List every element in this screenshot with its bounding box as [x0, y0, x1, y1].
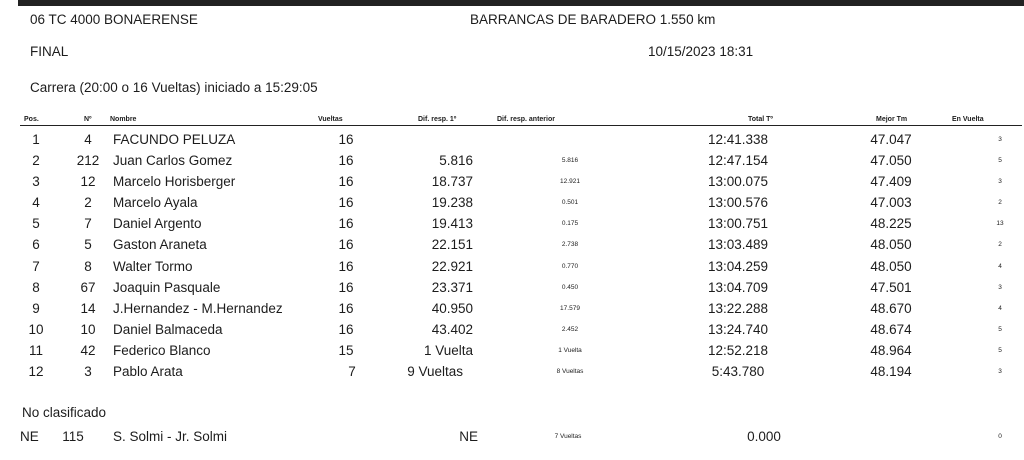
cell-total: 13:00.075 — [707, 174, 769, 189]
cell-gap-prev: 2.452 — [561, 326, 579, 333]
cell-gap-prev: 17.579 — [560, 305, 580, 312]
cell-best: 48.050 — [870, 259, 912, 274]
cell-gap-first: 43.402 — [431, 322, 473, 337]
cell-gap-first: 19.238 — [431, 195, 473, 210]
cell-laps: 16 — [338, 216, 354, 231]
cell-laps: 16 — [338, 301, 354, 316]
col-header-pos: Pos. — [24, 116, 39, 123]
cell-gap-prev: 0.175 — [561, 220, 579, 227]
cell-gap-first: 5.816 — [439, 153, 473, 168]
top-rule — [18, 0, 1024, 6]
cell-pos: 2 — [32, 153, 40, 168]
col-header-gap-first: Dif. resp. 1º — [418, 116, 457, 123]
cell-num: 3 — [84, 364, 92, 379]
cell-name: Federico Blanco — [113, 343, 211, 358]
cell-name: Daniel Balmaceda — [113, 322, 223, 337]
table-row — [0, 193, 1024, 213]
cell-gap-first: 23.371 — [431, 280, 473, 295]
cell-name: FACUNDO PELUZA — [113, 132, 236, 147]
cell-num: 5 — [84, 237, 92, 252]
cell-pos: 12 — [28, 364, 44, 379]
cell-gap-prev: 1 Vuelta — [558, 347, 582, 354]
table-row — [0, 427, 1024, 447]
cell-pos: 8 — [32, 280, 40, 295]
cell-gap-prev: 12.921 — [560, 178, 580, 185]
cell-best: 48.670 — [870, 301, 912, 316]
table-row — [0, 151, 1024, 171]
col-header-laps: Vueltas — [318, 116, 343, 123]
cell-gap-first: 22.921 — [431, 259, 473, 274]
cell-pos: 7 — [32, 259, 40, 274]
cell-name: Juan Carlos Gomez — [113, 153, 233, 168]
cell-on-lap: 0 — [998, 433, 1002, 440]
cell-gap-first: 1 Vuelta — [423, 343, 473, 358]
cell-name: J.Hernandez - M.Hernandez — [113, 301, 283, 316]
cell-num: 4 — [84, 132, 92, 147]
cell-on-lap: 3 — [998, 284, 1002, 291]
cell-best: 47.501 — [870, 280, 912, 295]
cell-laps: 15 — [338, 343, 354, 358]
cell-total: 12:52.218 — [707, 343, 769, 358]
cell-name: Marcelo Ayala — [113, 195, 198, 210]
circuit-name: BARRANCAS DE BARADERO 1.550 km — [470, 12, 716, 27]
cell-on-lap: 2 — [998, 241, 1002, 248]
cell-name: Gaston Araneta — [113, 237, 207, 252]
cell-gap-prev: 0.450 — [561, 284, 579, 291]
cell-name: Pablo Arata — [113, 364, 183, 379]
cell-total: 13:04.259 — [707, 259, 769, 274]
cell-num: 115 — [62, 429, 84, 444]
cell-gap-first: 22.151 — [431, 237, 473, 252]
cell-on-lap: 3 — [998, 136, 1002, 143]
cell-name: Daniel Argento — [113, 216, 202, 231]
cell-laps: 16 — [338, 280, 354, 295]
table-row — [0, 341, 1024, 361]
table-row — [0, 235, 1024, 255]
event-title: 06 TC 4000 BONAERENSE — [30, 12, 198, 27]
cell-name: S. Solmi - Jr. Solmi — [113, 429, 228, 444]
cell-total: 5:43.780 — [711, 364, 765, 379]
col-header-total: Total Tº — [748, 116, 773, 123]
session-name: FINAL — [30, 44, 69, 59]
cell-gap-first: 18.737 — [431, 174, 473, 189]
cell-best: 48.674 — [870, 322, 912, 337]
cell-gap-prev: 0.501 — [561, 199, 579, 206]
cell-pos: NE — [20, 429, 39, 444]
cell-gap-first: NE — [459, 429, 478, 444]
cell-num: 12 — [80, 174, 96, 189]
race-info: Carrera (20:00 o 16 Vueltas) iniciado a 15:29:05 — [30, 80, 318, 95]
cell-pos: 4 — [32, 195, 40, 210]
cell-num: 42 — [80, 343, 96, 358]
cell-laps: 7 — [348, 364, 356, 379]
cell-best: 48.050 — [870, 237, 912, 252]
cell-best: 48.964 — [870, 343, 912, 358]
cell-on-lap: 2 — [998, 199, 1002, 206]
cell-num: 212 — [76, 153, 100, 168]
table-row — [0, 257, 1024, 277]
cell-num: 10 — [80, 322, 96, 337]
cell-total: 13:04.709 — [707, 280, 769, 295]
cell-gap-first: 9 Vueltas — [407, 364, 463, 379]
cell-total: 13:00.576 — [707, 195, 769, 210]
cell-name: Joaquin Pasquale — [113, 280, 221, 295]
cell-num: 7 — [84, 216, 92, 231]
cell-total: 13:00.751 — [707, 216, 769, 231]
header-divider — [20, 125, 1022, 126]
cell-on-lap: 3 — [998, 178, 1002, 185]
cell-pos: 11 — [28, 343, 44, 358]
table-row — [0, 172, 1024, 192]
cell-gap-first: 40.950 — [431, 301, 473, 316]
col-header-gap-prev: Dif. resp. anterior — [497, 116, 555, 123]
cell-gap-first: 19.413 — [431, 216, 473, 231]
cell-pos: 6 — [32, 237, 40, 252]
cell-num: 14 — [80, 301, 96, 316]
report-datetime: 10/15/2023 18:31 — [648, 44, 754, 59]
cell-total: 12:41.338 — [707, 132, 769, 147]
table-row — [0, 130, 1024, 150]
cell-total: 12:47.154 — [707, 153, 769, 168]
col-header-name: Nombre — [110, 116, 137, 123]
cell-laps: 16 — [338, 237, 354, 252]
cell-gap-prev: 2.738 — [561, 241, 579, 248]
cell-best: 47.409 — [870, 174, 912, 189]
cell-laps: 16 — [338, 174, 354, 189]
cell-on-lap: 4 — [998, 263, 1002, 270]
cell-pos: 10 — [28, 322, 44, 337]
cell-on-lap: 5 — [998, 347, 1002, 354]
cell-name: Walter Tormo — [113, 259, 193, 274]
cell-laps: 16 — [338, 132, 354, 147]
cell-on-lap: 3 — [998, 368, 1002, 375]
cell-best: 48.194 — [870, 364, 912, 379]
cell-total: 0.000 — [747, 429, 781, 444]
unclassified-heading: No clasificado — [22, 405, 107, 420]
cell-best: 47.047 — [870, 132, 912, 147]
cell-gap-prev: 0.770 — [561, 263, 579, 270]
cell-best: 48.225 — [870, 216, 912, 231]
cell-gap-prev: 7 Vueltas — [554, 433, 582, 440]
cell-laps: 16 — [338, 322, 354, 337]
cell-on-lap: 5 — [998, 157, 1002, 164]
table-row — [0, 278, 1024, 298]
cell-pos: 5 — [32, 216, 40, 231]
cell-gap-prev: 8 Vueltas — [556, 368, 584, 375]
cell-num: 8 — [84, 259, 92, 274]
col-header-on-lap: En Vuelta — [952, 116, 984, 123]
table-row — [0, 214, 1024, 234]
cell-best: 47.003 — [870, 195, 912, 210]
cell-num: 2 — [84, 195, 92, 210]
cell-on-lap: 5 — [998, 326, 1002, 333]
cell-num: 67 — [80, 280, 96, 295]
table-row — [0, 320, 1024, 340]
table-row — [0, 299, 1024, 319]
cell-name: Marcelo Horisberger — [113, 174, 236, 189]
cell-laps: 16 — [338, 153, 354, 168]
cell-total: 13:03.489 — [707, 237, 769, 252]
cell-on-lap: 4 — [998, 305, 1002, 312]
cell-best: 47.050 — [870, 153, 912, 168]
cell-pos: 1 — [32, 132, 40, 147]
cell-pos: 9 — [32, 301, 40, 316]
cell-total: 13:24.740 — [707, 322, 769, 337]
cell-laps: 16 — [338, 195, 354, 210]
cell-on-lap: 13 — [996, 220, 1004, 227]
cell-total: 13:22.288 — [707, 301, 769, 316]
table-row — [0, 362, 1024, 382]
cell-gap-prev: 5.816 — [561, 157, 579, 164]
col-header-best: Mejor Tm — [876, 116, 908, 123]
cell-pos: 3 — [32, 174, 40, 189]
col-header-num: Nº — [84, 116, 92, 123]
cell-laps: 16 — [338, 259, 354, 274]
